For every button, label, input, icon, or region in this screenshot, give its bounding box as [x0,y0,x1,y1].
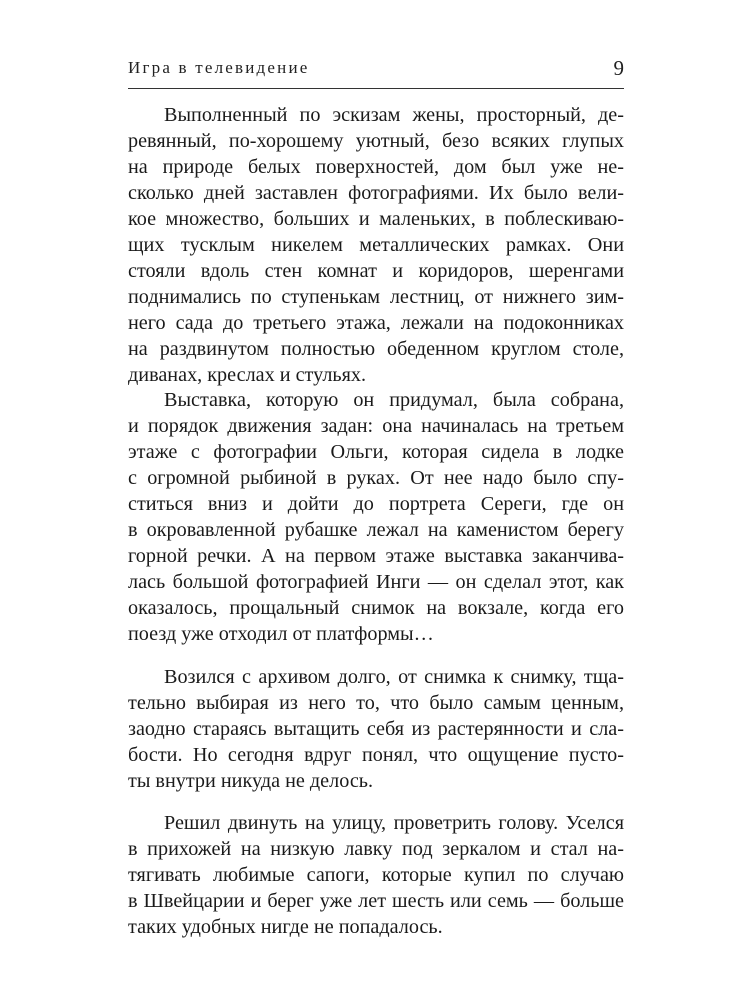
running-header [128,58,624,86]
text-line: этаже с фотографии Ольги, которая сидела в лодке [128,441,624,463]
text-line: него сада до третьего этажа, лежали на подоконниках [128,312,624,334]
text-line: ревянный, по-хорошему уютный, безо всяких глупых [128,130,624,152]
text-line: горной речки. А на первом этаже выставка заканчива- [128,545,624,567]
text-line: бости. Но сегодня вдруг понял, что ощущение пусто- [128,744,624,766]
text-line: диванах, креслах и стульях. [128,364,367,386]
text-line: ститься вниз и дойти до портрета Сереги, где он [128,493,624,515]
text-line: стояли вдоль стен комнат и коридоров, шеренгами [128,260,624,282]
text-line: тягивать любимые сапоги, которые купил по случаю [128,864,624,886]
header-rule [128,88,624,89]
text-line: Выставка, которую он придумал, была собрана, [164,389,624,411]
text-line: заодно стараясь вытащить себя из растерянности и сла- [128,718,624,740]
page-number: 9 [613,56,624,80]
text-line: в окровавленной рубашке лежал на каменистом берегу [128,519,624,541]
text-line: в прихожей на низкую лавку под зеркалом и стал на- [128,838,624,860]
text-line: поднимались по ступенькам лестниц, от нижнего зим- [128,286,624,308]
text-line: Решил двинуть на улицу, проветрить голову. Уселся [164,812,624,834]
text-line: тельно выбирая из него то, что было самым ценным, [128,692,624,714]
text-line: таких удобных нигде не попадалось. [128,916,443,938]
text-line: и порядок движения задан: она начиналась на третьем [128,415,624,437]
text-line: кое множество, больших и маленьких, в поблескиваю- [128,208,624,230]
text-line: щих тусклым никелем металлических рамках. Они [128,234,624,256]
text-line: на природе белых поверхностей, дом был уже не- [128,156,624,178]
text-line: с огромной рыбиной в руках. От нее надо было спу- [128,467,624,489]
text-line: лась большой фотографией Инги — он сделал этот, как [128,571,624,593]
running-title: Игра в телевидение [128,58,310,77]
text-line: ты внутри никуда не делось. [128,770,374,792]
text-line: Выполненный по эскизам жены, просторный, де- [164,104,624,126]
text-line: поезд уже отходил от платформы… [128,623,434,645]
text-line: Возился с архивом долго, от снимка к снимку, тща- [164,666,624,688]
text-line: сколько дней заставлен фотографиями. Их было вели- [128,182,624,204]
text-line: в Швейцарии и берег уже лет шесть или семь — больше [128,890,624,912]
text-line: оказалось, прощальный снимок на вокзале, когда его [128,597,624,619]
text-line: на раздвинутом полностью обеденном круглом столе, [128,338,624,360]
